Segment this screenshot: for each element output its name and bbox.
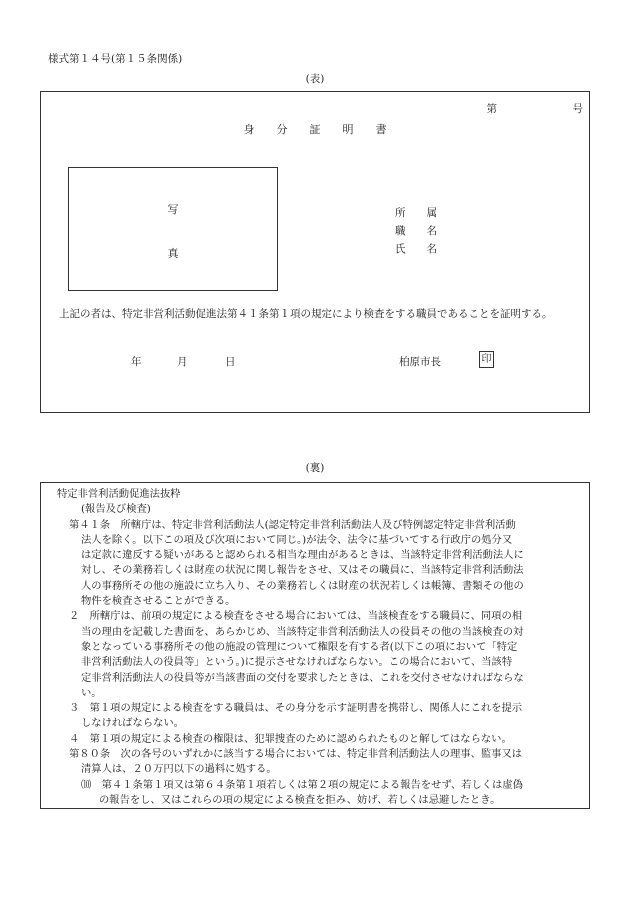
- form-number: 様式第１４号(第１５条関係): [48, 53, 183, 65]
- back-side-label: (裏): [305, 462, 325, 474]
- photo-box: [68, 167, 278, 291]
- front-side-label: (表): [305, 73, 325, 85]
- date-month: 月: [177, 356, 188, 368]
- id-card-front: [40, 91, 590, 413]
- item-10-line: ⑽ 第４１条第１項又は第６４条第１項若しくは第２項の規定による報告をせず、若しくは虚偽: [81, 778, 523, 791]
- paragraph-2-line: い。: [81, 686, 102, 699]
- photo-char-1: 写: [167, 203, 179, 216]
- card-title: 身 分 証 明 書: [243, 123, 387, 136]
- article-41-line: 法人を除く。以下この項及び次項において同じ。)が法令、法令に基づいてする行政庁の処分又: [81, 533, 513, 546]
- item-10-line: の報告をし、又はこれらの項の規定による検査を拒み、妨げ、若しくは忌避したとき。: [99, 793, 501, 806]
- certification-text: 上記の者は、特定非営利活動促進法第４１条第１項の規定により検査をする職員であることを証明する。: [59, 308, 553, 320]
- article-41-line: 第４１条 所轄庁は、特定非営利活動法人(認定特定非営利活動法人及び特例認定特定非営利活動: [69, 518, 516, 531]
- paragraph-4-line: ４ 第１項の規定による検査の権限は、犯罪捜査のために認められたものと解してはならない。: [69, 732, 512, 745]
- paragraph-2-line: ２ 所轄庁は、前項の規定による検査をさせる場合においては、当該検査をする職員に、同項の相: [69, 610, 523, 623]
- law-excerpt: [57, 487, 587, 808]
- article-41-line: 対し、その業務若しくは財産の状況に関し報告をさせ、又はその職員に、当該特定非営利活動法: [81, 564, 524, 577]
- id-card-back: [40, 482, 590, 809]
- paragraph-3-line: しなければならない。: [81, 717, 184, 730]
- paragraph-2-line: 定非営利活動法人の役員等が当該書面の交付を要求したときは、これを交付させなければならな: [81, 671, 524, 684]
- date-day: 日: [225, 356, 236, 368]
- paragraph-2-line: 象となっている事務所その他の施設の管理について権限を有する者(以下この項において「特定: [81, 640, 518, 653]
- date-year: 年: [131, 356, 142, 368]
- article-80-line: 清算人は、２０万円以下の過料に処する。: [81, 763, 277, 776]
- field-position: 職 名: [395, 225, 437, 237]
- field-name: 氏 名: [395, 243, 437, 255]
- field-affiliation: 所 属: [395, 207, 437, 219]
- photo-char-2: 真: [167, 247, 179, 260]
- excerpt-subheading: (報告及び検査): [81, 503, 151, 516]
- seal-mark: 印: [479, 351, 494, 368]
- excerpt-heading: 特定非営利活動促進法抜粋: [57, 488, 181, 500]
- number-label-suffix: 号: [572, 103, 583, 115]
- issuer: 柏原市長: [399, 356, 441, 368]
- article-80-line: 第８０条 次の各号のいずれかに該当する場合においては、特定非営利活動法人の理事、監事又は: [69, 748, 523, 761]
- article-41-line: 物件を検査させることができる。: [81, 595, 236, 608]
- article-41-line: 人の事務所その他の施設に立ち入り、その業務若しくは財産の状況若しくは帳簿、書類その他の: [81, 579, 524, 592]
- paragraph-3-line: ３ 第１項の規定による検査をする職員は、その身分を示す証明書を携帯し、関係人にこれを提示: [69, 702, 523, 715]
- article-41-line: は定款に違反する疑いがあると認められる相当な理由があるときは、当該特定非営利活動法人に: [81, 549, 524, 562]
- paragraph-2-line: 当の理由を記載した書面を、あらかじめ、当該特定非営利活動法人の役員その他の当該検査の対: [81, 625, 524, 638]
- holder-fields: [395, 204, 437, 258]
- number-label-prefix: 第: [486, 103, 497, 115]
- paragraph-2-line: 非営利活動法人の役員等」という。)に提示させなければならない。この場合において、当該特: [81, 656, 513, 669]
